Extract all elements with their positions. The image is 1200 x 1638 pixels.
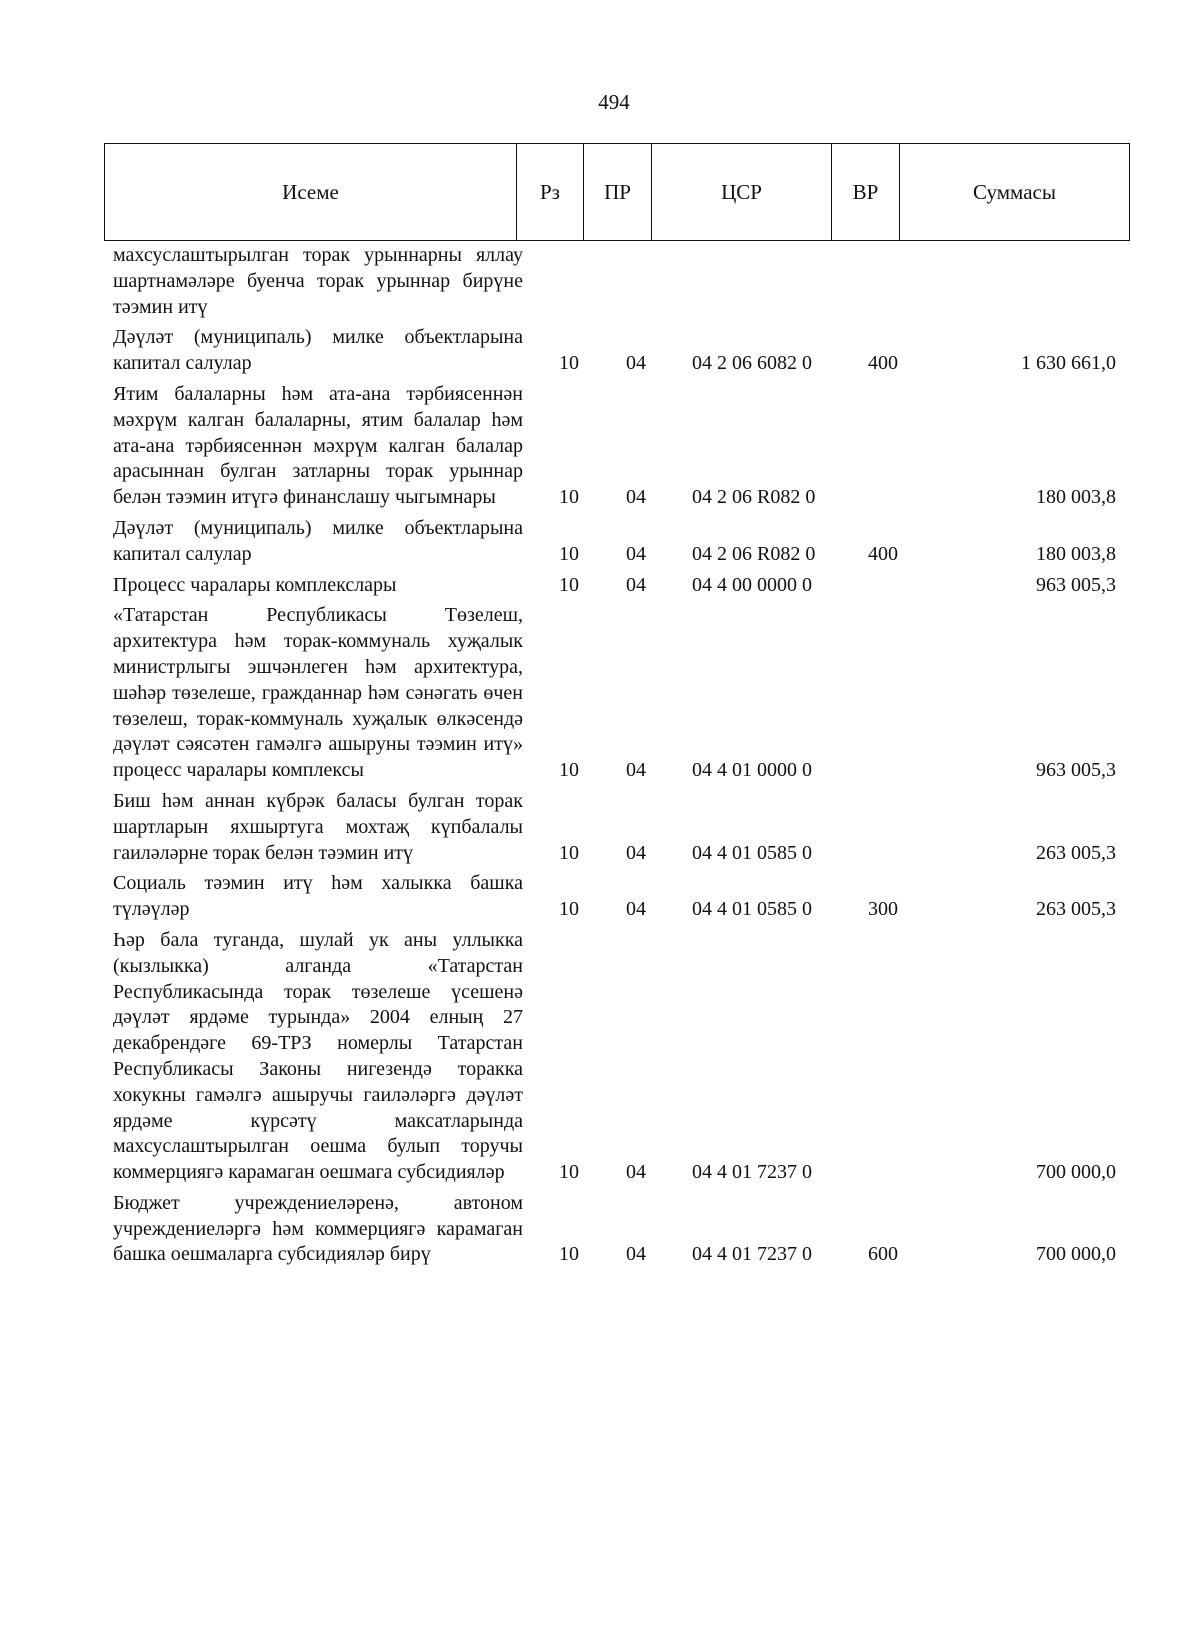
header-vr: ВР bbox=[832, 144, 900, 241]
row-name: махсуслаштырылган торак урыннарны яллау шартнамәләре буенча торак урыннар бирүне тәэмин итү bbox=[113, 244, 523, 318]
header-sum: Суммасы bbox=[900, 144, 1130, 241]
row-name: Бюджет учреждениеләренә, автоном учреждениеләргә һәм коммерциягә карамаган башка оешмаларга субсидияләр бирү bbox=[113, 1191, 523, 1266]
table-row bbox=[0, 516, 1200, 568]
row-pr: 04 bbox=[626, 1161, 646, 1184]
table-row bbox=[0, 928, 1200, 1186]
row-rz: 10 bbox=[559, 1243, 579, 1266]
row-sum: 963 005,3 bbox=[1036, 573, 1116, 596]
table-row bbox=[0, 789, 1200, 866]
header-name: Исеме bbox=[105, 144, 517, 241]
row-vr: 400 bbox=[868, 352, 898, 375]
row-rz: 10 bbox=[559, 898, 579, 921]
header-pr: ПР bbox=[584, 144, 652, 241]
row-sum: 963 005,3 bbox=[1036, 759, 1116, 782]
row-csr: 04 4 01 0585 0 bbox=[692, 841, 812, 864]
row-rz: 10 bbox=[559, 352, 579, 375]
row-pr: 04 bbox=[626, 486, 646, 509]
row-pr: 04 bbox=[626, 352, 646, 375]
row-csr: 04 4 00 0000 0 bbox=[692, 573, 812, 596]
row-csr: 04 2 06 6082 0 bbox=[692, 352, 812, 375]
row-rz: 10 bbox=[559, 486, 579, 509]
row-csr: 04 4 01 7237 0 bbox=[692, 1161, 812, 1184]
row-vr: 400 bbox=[868, 542, 898, 565]
table-header bbox=[104, 143, 1130, 241]
row-csr: 04 4 01 7237 0 bbox=[692, 1243, 812, 1266]
table-row bbox=[0, 1191, 1200, 1268]
row-sum: 263 005,3 bbox=[1036, 898, 1116, 921]
row-sum: 700 000,0 bbox=[1036, 1161, 1116, 1184]
table-row bbox=[0, 871, 1200, 923]
row-rz: 10 bbox=[559, 573, 579, 596]
row-name: Социаль тәэмин итү һәм халыкка башка түләүләр bbox=[113, 872, 523, 921]
row-csr: 04 4 01 0585 0 bbox=[692, 898, 812, 921]
header-rz: Рз bbox=[517, 144, 584, 241]
row-rz: 10 bbox=[559, 759, 579, 782]
row-pr: 04 bbox=[626, 573, 646, 596]
table-row bbox=[0, 243, 1200, 320]
row-rz: 10 bbox=[559, 1161, 579, 1184]
row-csr: 04 2 06 R082 0 bbox=[692, 542, 816, 565]
row-sum: 180 003,8 bbox=[1036, 486, 1116, 509]
row-name: Ятим балаларны һәм ата-ана тәрбиясеннән мәхрүм калган балаларны, ятим балалар һәм ата-ана тәрбиясеннән мәхрүм калган балалар арасыннан булган затларны торак урыннар белән тәэмин итүгә финанслашу чыгымнары bbox=[113, 382, 523, 509]
row-pr: 04 bbox=[626, 841, 646, 864]
table-row bbox=[0, 382, 1200, 511]
row-sum: 700 000,0 bbox=[1036, 1243, 1116, 1266]
row-name: «Татарстан Республикасы Төзелеш, архитектура һәм торак-коммуналь хуҗалык министрлыгы эшчәнлеген һәм архитектура, шәһәр төзелеше, гражданнар һәм сәнәгать өчен төзелеш, торак-коммуналь хуҗалык өлкәсендә дәүләт сәясәтен гамәлгә ашыруны тәэмин итү» процесс чаралары комплексы bbox=[113, 604, 523, 782]
row-name: Һәр бала туганда, шулай ук аны уллыкка (кызлыкка) алганда «Татарстан Республикасында торак төзелеше үсешенә дәүләт ярдәме турында» 2004 елның 27 декабрендәге 69-ТРЗ номерлы Татарстан Республикасы Законы нигезендә торакка хокукны гамәлгә ашыручы гаиләләргә дәүләт ярдәме күрсәтү максатларында махсуслаштырылган оешма булып торучы коммерциягә карамаган оешмага субсидияләр bbox=[113, 928, 523, 1184]
row-sum: 263 005,3 bbox=[1036, 841, 1116, 864]
row-rz: 10 bbox=[559, 542, 579, 565]
row-name: Дәүләт (муниципаль) милке объектларына капитал салулар bbox=[113, 516, 523, 565]
row-pr: 04 bbox=[626, 1243, 646, 1266]
row-pr: 04 bbox=[626, 759, 646, 782]
row-name: Процесс чаралары комплекслары bbox=[113, 573, 397, 596]
table-row bbox=[0, 325, 1200, 377]
row-sum: 1 630 661,0 bbox=[1021, 352, 1116, 375]
row-name: Биш һәм аннан күбрәк баласы булган торак шартларын яхшыртуга мохтаҗ күпбалалы гаиләләрне торак белән тәэмин итү bbox=[113, 789, 523, 864]
row-name: Дәүләт (муниципаль) милке объектларына капитал салулар bbox=[113, 326, 523, 375]
table-row bbox=[0, 603, 1200, 784]
page-number: 494 bbox=[598, 90, 630, 114]
row-rz: 10 bbox=[559, 841, 579, 864]
row-pr: 04 bbox=[626, 898, 646, 921]
row-pr: 04 bbox=[626, 542, 646, 565]
table-row bbox=[0, 573, 1200, 599]
row-sum: 180 003,8 bbox=[1036, 542, 1116, 565]
row-vr: 300 bbox=[868, 898, 898, 921]
header-csr: ЦСР bbox=[652, 144, 832, 241]
table-body bbox=[0, 243, 1200, 1268]
row-vr: 600 bbox=[868, 1243, 898, 1266]
row-csr: 04 4 01 0000 0 bbox=[692, 759, 812, 782]
row-csr: 04 2 06 R082 0 bbox=[692, 486, 816, 509]
